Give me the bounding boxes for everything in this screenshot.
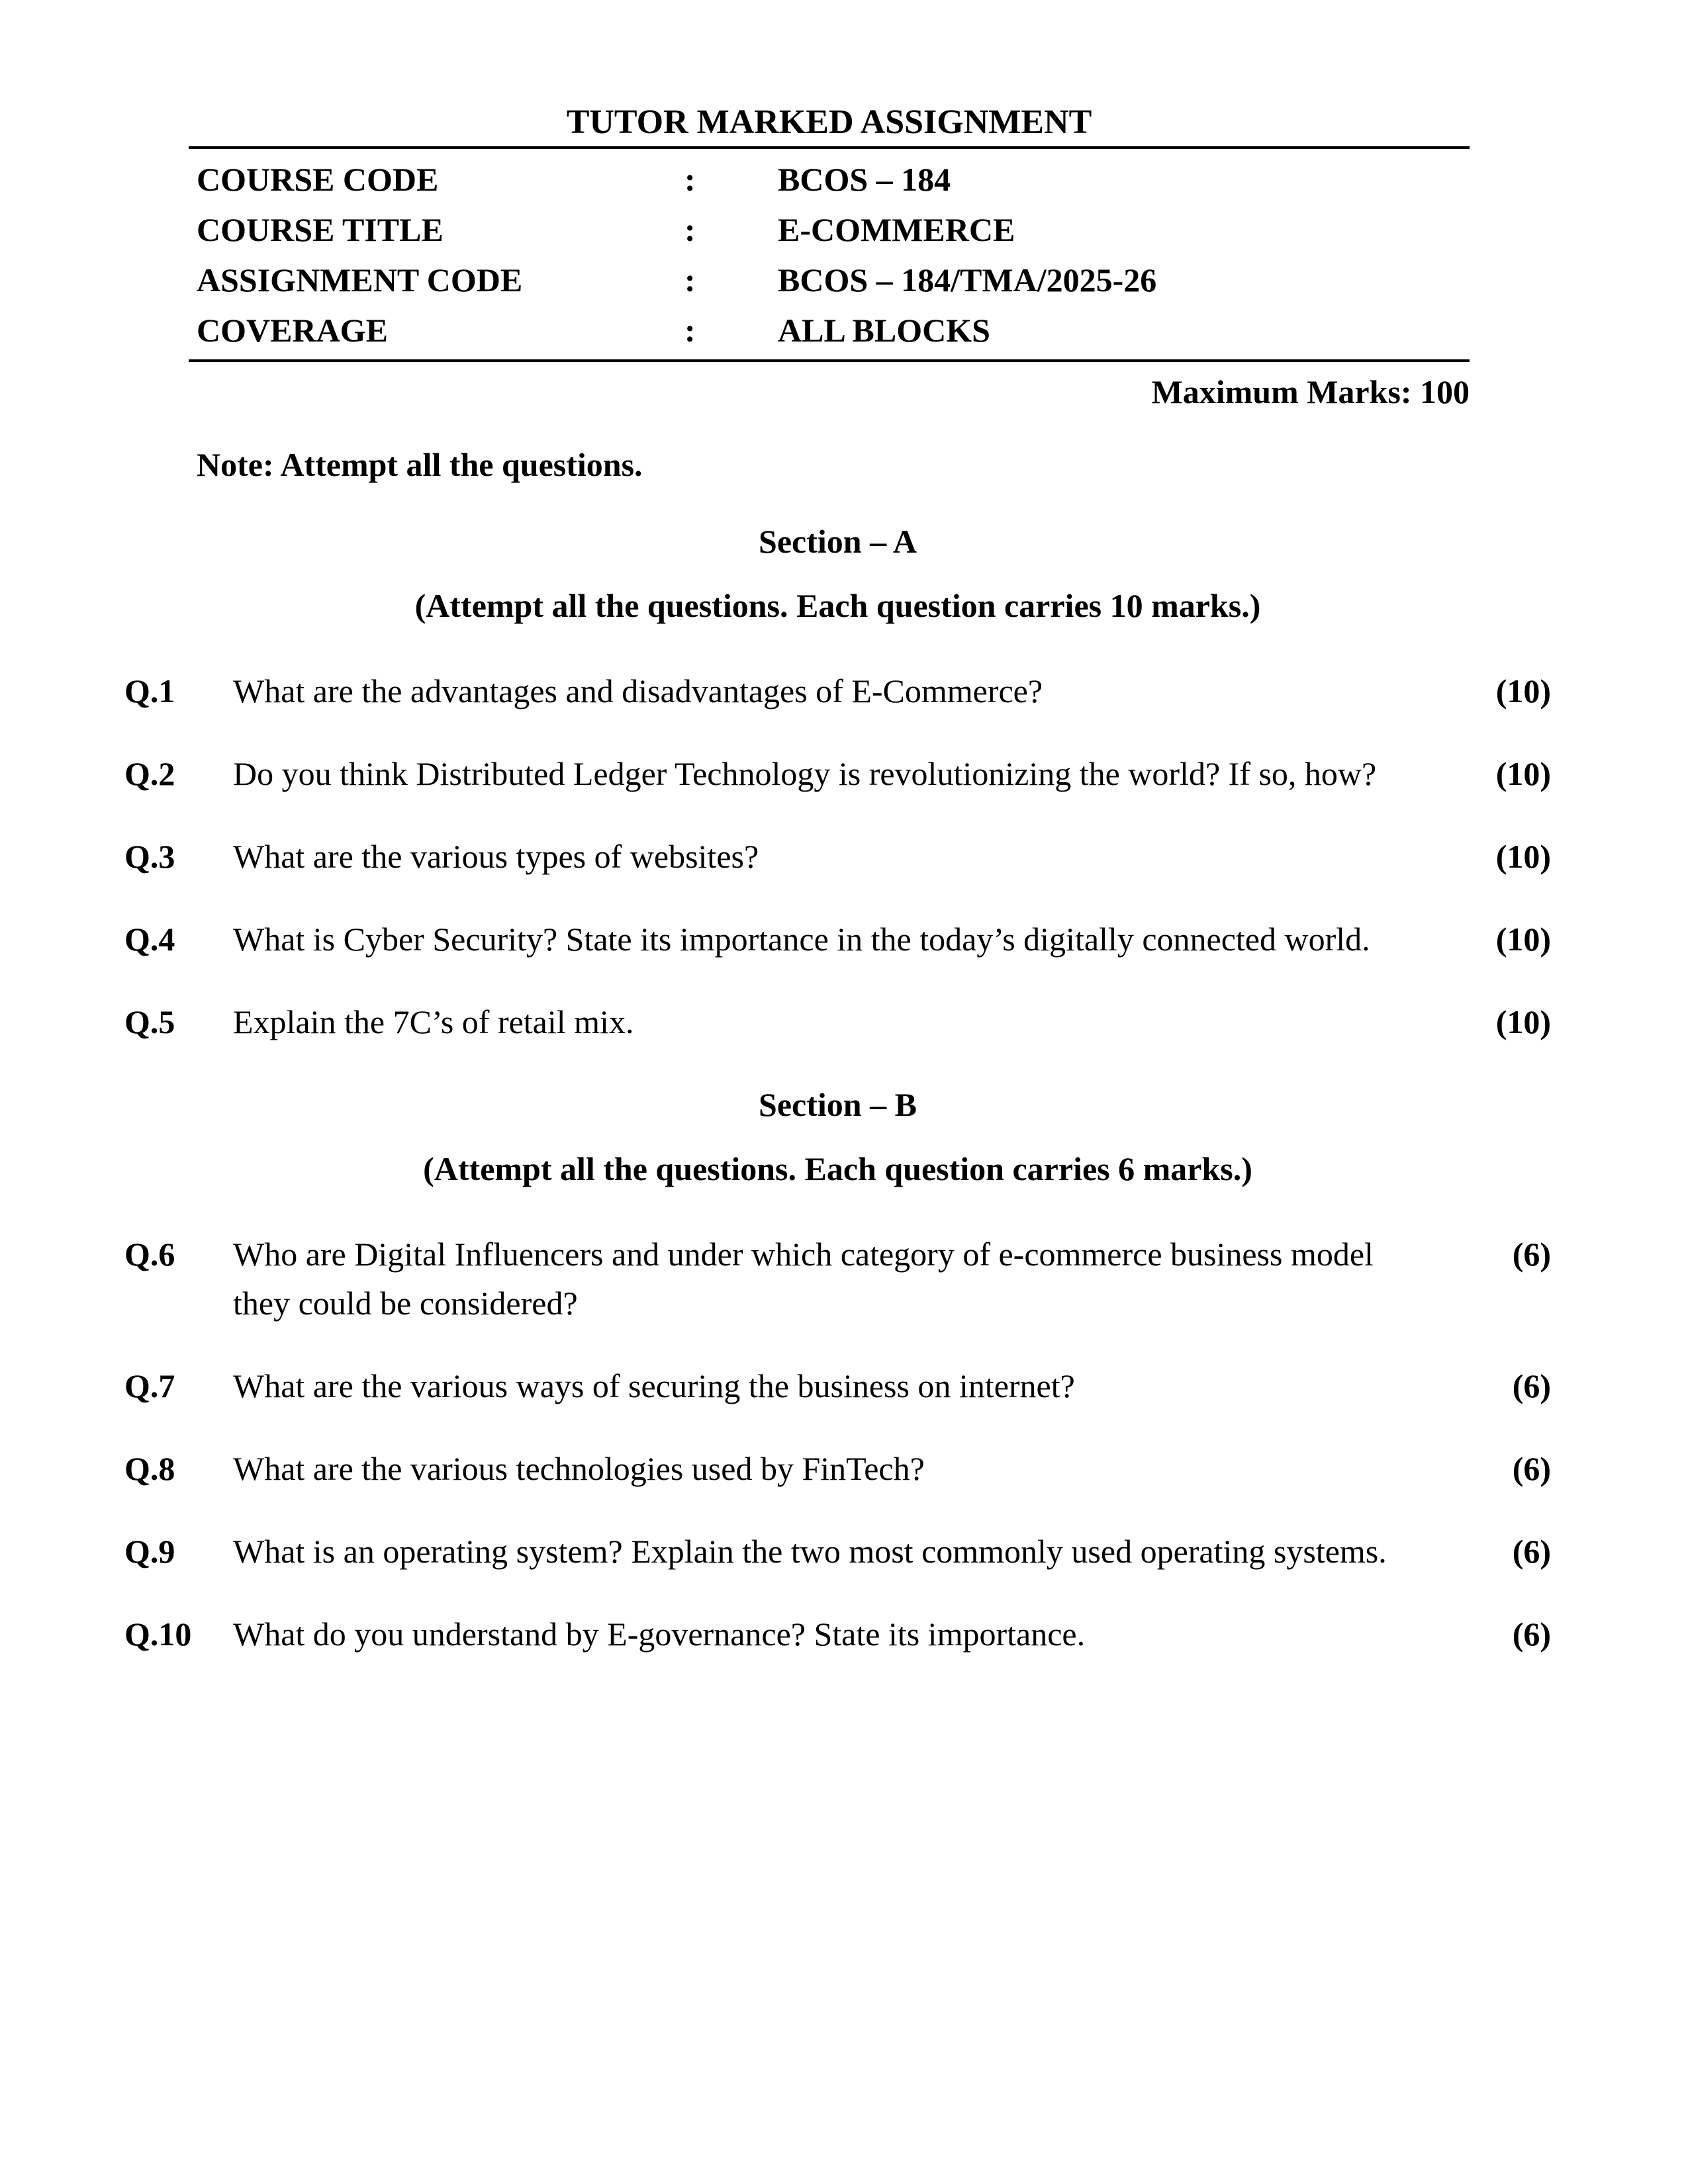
question-text: What are the advantages and disadvantages of E-Commerce? xyxy=(233,672,1043,709)
question-row-q7 xyxy=(124,1361,1551,1410)
meta-separator: : xyxy=(684,211,696,248)
question-text: Do you think Distributed Ledger Technology is revolutionizing the world? If so, how? xyxy=(233,755,1377,792)
meta-separator: : xyxy=(684,312,696,349)
question-marks: (10) xyxy=(1495,755,1551,792)
question-number: Q.4 xyxy=(124,921,175,958)
question-marks: (6) xyxy=(1512,1236,1551,1273)
max-marks: Maximum Marks: 100 xyxy=(1151,373,1470,410)
meta-value: ALL BLOCKS xyxy=(778,312,990,349)
question-text: What are the various ways of securing the business on internet? xyxy=(233,1367,1075,1404)
question-marks: (6) xyxy=(1512,1615,1551,1653)
meta-row-assignment-code xyxy=(197,255,1470,305)
question-text: What is Cyber Security? State its importance in the today’s digitally connected world. xyxy=(233,921,1370,958)
meta-value: BCOS – 184 xyxy=(778,161,951,198)
section-b-subheading: (Attempt all the questions. Each question carries 6 marks.) xyxy=(423,1150,1252,1187)
questions-block xyxy=(124,517,1551,1659)
meta-row-course-title xyxy=(197,205,1470,255)
question-marks: (10) xyxy=(1495,921,1551,958)
section-b-heading: Section – B xyxy=(759,1086,917,1123)
assignment-header xyxy=(189,103,1470,416)
meta-separator: : xyxy=(684,261,696,298)
question-row-q8 xyxy=(124,1444,1551,1493)
question-marks: (6) xyxy=(1512,1367,1551,1404)
meta-row-course-code xyxy=(197,154,1470,205)
meta-row-coverage xyxy=(197,305,1470,355)
question-text: What is an operating system? Explain the two most commonly used operating systems. xyxy=(233,1533,1387,1570)
question-number: Q.6 xyxy=(124,1236,175,1273)
question-number: Q.8 xyxy=(124,1450,175,1487)
question-row-q6 xyxy=(124,1230,1551,1328)
meta-value: E-COMMERCE xyxy=(778,211,1015,248)
page-title: TUTOR MARKED ASSIGNMENT xyxy=(566,103,1092,141)
note: Note: Attempt all the questions. xyxy=(197,446,643,483)
question-number: Q.1 xyxy=(124,672,175,709)
question-number: Q.3 xyxy=(124,838,175,875)
question-marks: (10) xyxy=(1495,838,1551,875)
meta-label: ASSIGNMENT CODE xyxy=(197,261,523,298)
question-marks: (10) xyxy=(1495,1003,1551,1040)
question-text: What are the various types of websites? xyxy=(233,838,759,875)
section-a-subheading: (Attempt all the questions. Each question carries 10 marks.) xyxy=(414,587,1261,624)
question-number: Q.2 xyxy=(124,755,175,792)
question-row-q3 xyxy=(124,832,1551,881)
question-row-q2 xyxy=(124,749,1551,798)
question-number: Q.10 xyxy=(124,1615,192,1653)
question-row-q9 xyxy=(124,1527,1551,1576)
section-a xyxy=(124,517,1551,1046)
question-text: What are the various technologies used by FinTech? xyxy=(233,1450,925,1487)
section-b xyxy=(124,1080,1551,1659)
course-meta-table xyxy=(189,149,1470,359)
question-marks: (6) xyxy=(1512,1533,1551,1570)
question-number: Q.5 xyxy=(124,1003,175,1040)
question-text: Explain the 7C’s of retail mix. xyxy=(233,1003,634,1040)
question-row-q5 xyxy=(124,997,1551,1046)
question-number: Q.9 xyxy=(124,1533,175,1570)
question-text: What do you understand by E-governance? State its importance. xyxy=(233,1615,1086,1653)
header-bottom-divider xyxy=(189,359,1470,362)
meta-separator: : xyxy=(684,161,696,198)
question-text: Who are Digital Influencers and under which category of e-commerce business model they could be considered? xyxy=(233,1236,1374,1322)
meta-label: COURSE CODE xyxy=(197,161,439,198)
meta-label: COURSE TITLE xyxy=(197,211,444,248)
question-row-q1 xyxy=(124,666,1551,715)
question-marks: (10) xyxy=(1495,672,1551,709)
question-marks: (6) xyxy=(1512,1450,1551,1487)
section-a-heading: Section – A xyxy=(759,523,917,560)
question-number: Q.7 xyxy=(124,1367,175,1404)
meta-label: COVERAGE xyxy=(197,312,388,349)
question-row-q4 xyxy=(124,915,1551,964)
question-row-q10 xyxy=(124,1610,1551,1659)
meta-value: BCOS – 184/TMA/2025-26 xyxy=(778,261,1157,298)
